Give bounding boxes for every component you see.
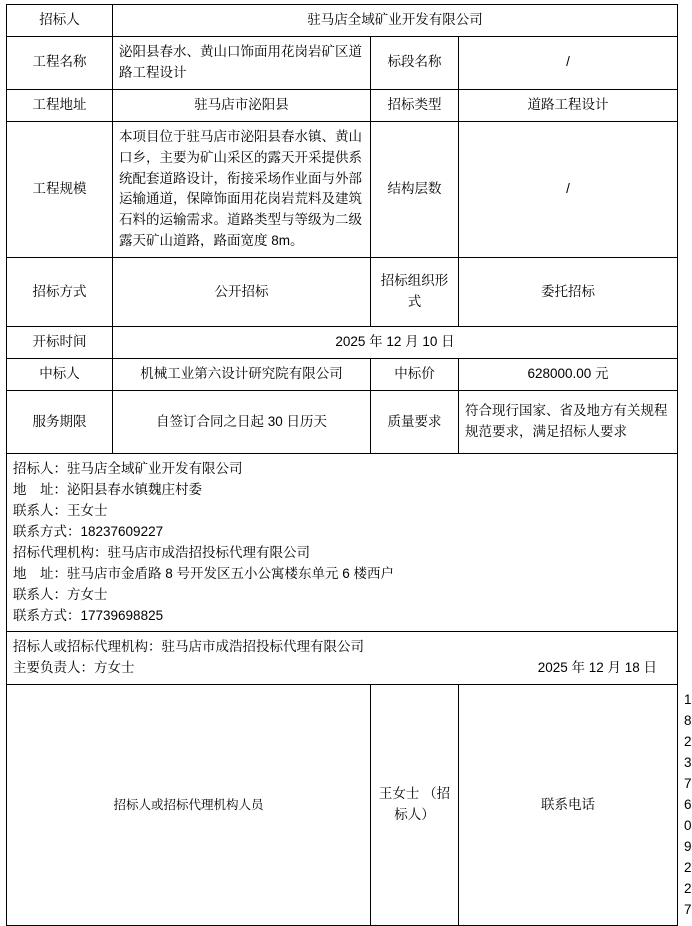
winner-label: 中标人 (7, 359, 113, 391)
winning-price-value: 628000.00 元 (459, 359, 678, 391)
bid-method-value: 公开招标 (113, 258, 371, 327)
personnel-value: 王女士 （招标人） (371, 685, 459, 926)
table-row-project-name (7, 36, 678, 89)
agency-responsible-person: 主要负责人：方女士 (13, 660, 135, 676)
project-address-value: 驻马店市泌阳县 (113, 89, 371, 121)
bid-org-form-value: 委托招标 (459, 258, 678, 327)
contact-block (7, 454, 678, 632)
bid-method-label: 招标方式 (7, 258, 113, 327)
bid-org-form-label: 招标组织形式 (371, 258, 459, 327)
personnel-label: 招标人或招标代理机构人员 (7, 685, 371, 926)
contact-line-agency-phone: 联系方式：17739698825 (13, 607, 164, 623)
phone-label: 联系电话 (541, 796, 595, 812)
table-row-open-time (7, 327, 678, 359)
structure-layers-value: / (459, 121, 678, 258)
table-row-contacts (7, 454, 678, 632)
contact-line-agency: 招标代理机构：驻马店市成浩招投标代理有限公司 (13, 544, 310, 560)
service-period-value: 自签订合同之日起 30 日历天 (113, 391, 371, 454)
table-row-winner (7, 359, 678, 391)
project-name-value: 泌阳县春水、黄山口饰面用花岗岩矿区道路工程设计 (113, 36, 371, 89)
table-row-project-scale (7, 121, 678, 258)
table-row-project-address (7, 89, 678, 121)
project-name-label: 工程名称 (7, 36, 113, 89)
table-row-agency-responsible (7, 632, 678, 685)
bidder-value: 驻马店全域矿业开发有限公司 (113, 5, 678, 37)
section-name-value: / (459, 36, 678, 89)
open-time-label: 开标时间 (7, 327, 113, 359)
agency-block (7, 632, 678, 685)
structure-layers-label: 结构层数 (371, 121, 459, 258)
phone-cell (459, 685, 678, 926)
table-row-service-period (7, 391, 678, 454)
contact-line-agency-person: 联系人：方女士 (13, 586, 108, 602)
contact-line-agency-address: 地 址：驻马店市金盾路 8 号开发区五小公寓楼东单元 6 楼西户 (13, 565, 395, 581)
winner-value: 机械工业第六设计研究院有限公司 (113, 359, 371, 391)
project-scale-value: 本项目位于驻马店市泌阳县春水镇、黄山口乡，主要为矿山采区的露天开采提供系统配套道路设计，衔接采场作业面与外部运输通道，保障饰面用花岗岩荒料及建筑石料的运输需求。道路类型与等级为二级露天矿山道路，路面宽度 8m。 (113, 121, 371, 258)
winning-price-label: 中标价 (371, 359, 459, 391)
agency-responsible-line (13, 658, 671, 679)
contact-line-address: 地 址：泌阳县春水镇魏庄村委 (13, 481, 202, 497)
project-address-label: 工程地址 (7, 89, 113, 121)
table-row-bid-method (7, 258, 678, 327)
section-name-label: 标段名称 (371, 36, 459, 89)
bid-type-value: 道路工程设计 (459, 89, 678, 121)
quality-value: 符合现行国家、省及地方有关规程规范要求，满足招标人要求 (459, 391, 678, 454)
open-time-value: 2025 年 12 月 10 日 (113, 327, 678, 359)
bidder-label: 招标人 (7, 5, 113, 37)
agency-date: 2025 年 12 月 18 日 (537, 660, 658, 676)
bid-type-label: 招标类型 (371, 89, 459, 121)
agency-name-line: 招标人或招标代理机构：驻马店市成浩招投标代理有限公司 (13, 639, 364, 655)
project-scale-label: 工程规模 (7, 121, 113, 258)
quality-label: 质量要求 (371, 391, 459, 454)
service-period-label: 服务期限 (7, 391, 113, 454)
contact-line-person: 联系人：王女士 (13, 502, 108, 518)
table-row-bidder (7, 5, 678, 37)
table-row-personnel: 招标人或招标代理机构人员 王女士 （招标人） 联系电话 18237609227 (7, 685, 678, 926)
bid-result-table (6, 4, 692, 926)
contact-line-phone: 联系方式：18237609227 (13, 523, 164, 539)
contact-line-bidder: 招标人：驻马店全域矿业开发有限公司 (13, 461, 243, 477)
